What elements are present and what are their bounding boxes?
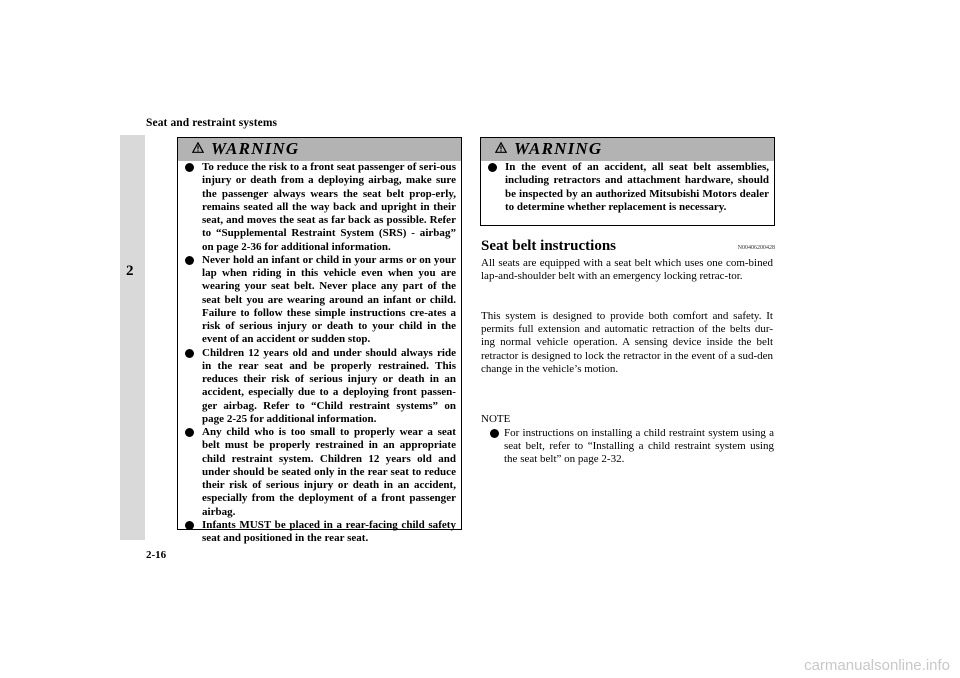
warning-item: Infants MUST be placed in a rear-facing child safety seat and positioned in the rear seat. xyxy=(182,519,456,546)
warning-header xyxy=(178,138,461,161)
section-title: Seat belt instructions xyxy=(481,238,616,254)
body-paragraph: All seats are equipped with a seat belt which uses one com-bined lap-and-shoulder belt with an emergency locking retrac-tor. xyxy=(481,257,773,283)
warning-item: Never hold an infant or child in your arms or on your lap when riding in this vehicle even when you are wearing your seat belt. Never place any part of the seat belt you are wearing around an infant or child. Failure to follow these simple instructions cre-ates a risk of serious injury or death to your child in the event of an accident or sudden stop. xyxy=(182,254,456,347)
warning-item: To reduce the risk to a front seat passenger of seri-ous injury or death from a deploying airbag, make sure the passenger always wears the seat belt prop-erly, remains seated all the way back and upright in their seat, and moves the seat as far back as possible. Refer to “Supplemental Restraint System (SRS) - airbag” on page 2-36 for additional information. xyxy=(182,161,456,254)
warning-title: WARNING xyxy=(211,139,300,158)
chapter-number: 2 xyxy=(126,263,134,279)
warning-item: Children 12 years old and under should always ride in the rear seat and be properly restrained. This reduces their risk of serious injury or death in an accident, especially due to a deploying front passen-ger airbag. Refer to “Child restraint systems” on page 2-25 for additional information. xyxy=(182,347,456,427)
body-paragraph: This system is designed to provide both comfort and safety. It permits full extension and automatic retraction of the belts dur-ing normal vehicle operation. A sensing device inside the belt retractor is designed to lock the retractor in the event of a sud-den change in the vehicle’s motion. xyxy=(481,310,773,375)
warning-box-left xyxy=(177,137,462,544)
warning-title: WARNING xyxy=(514,139,603,158)
chapter-tab xyxy=(120,135,145,540)
warning-box-right xyxy=(480,137,775,226)
warning-list xyxy=(182,161,456,545)
note-label: NOTE xyxy=(481,413,511,425)
warning-list xyxy=(485,161,769,214)
page-number: 2-16 xyxy=(146,549,167,561)
note-item: For instructions on installing a child restraint system using a seat belt, refer to “Installing a child restraint system using the seat belt” on page 2-32. xyxy=(486,427,774,467)
warning-header xyxy=(481,138,774,161)
warning-triangle-icon xyxy=(192,142,204,153)
page-header-title: Seat and restraint systems xyxy=(146,117,278,129)
section-code: N00406200428 xyxy=(737,245,775,251)
warning-item: In the event of an accident, all seat belt assemblies, including retractors and attachment hardware, should be inspected by an authorized Mitsubishi Motors dealer to determine whether replacement is necessary. xyxy=(485,161,769,214)
warning-item: Any child who is too small to properly wear a seat belt must be properly restrained in an appropriate child restraint system. Children 12 years old and under should be seated only in the rear seat to reduce their risk of serious injury or death in an accident, especially from the deployment of a front passenger airbag. xyxy=(182,426,456,519)
warning-triangle-icon xyxy=(495,142,507,153)
watermark: carmanualsonline.info xyxy=(804,657,950,674)
